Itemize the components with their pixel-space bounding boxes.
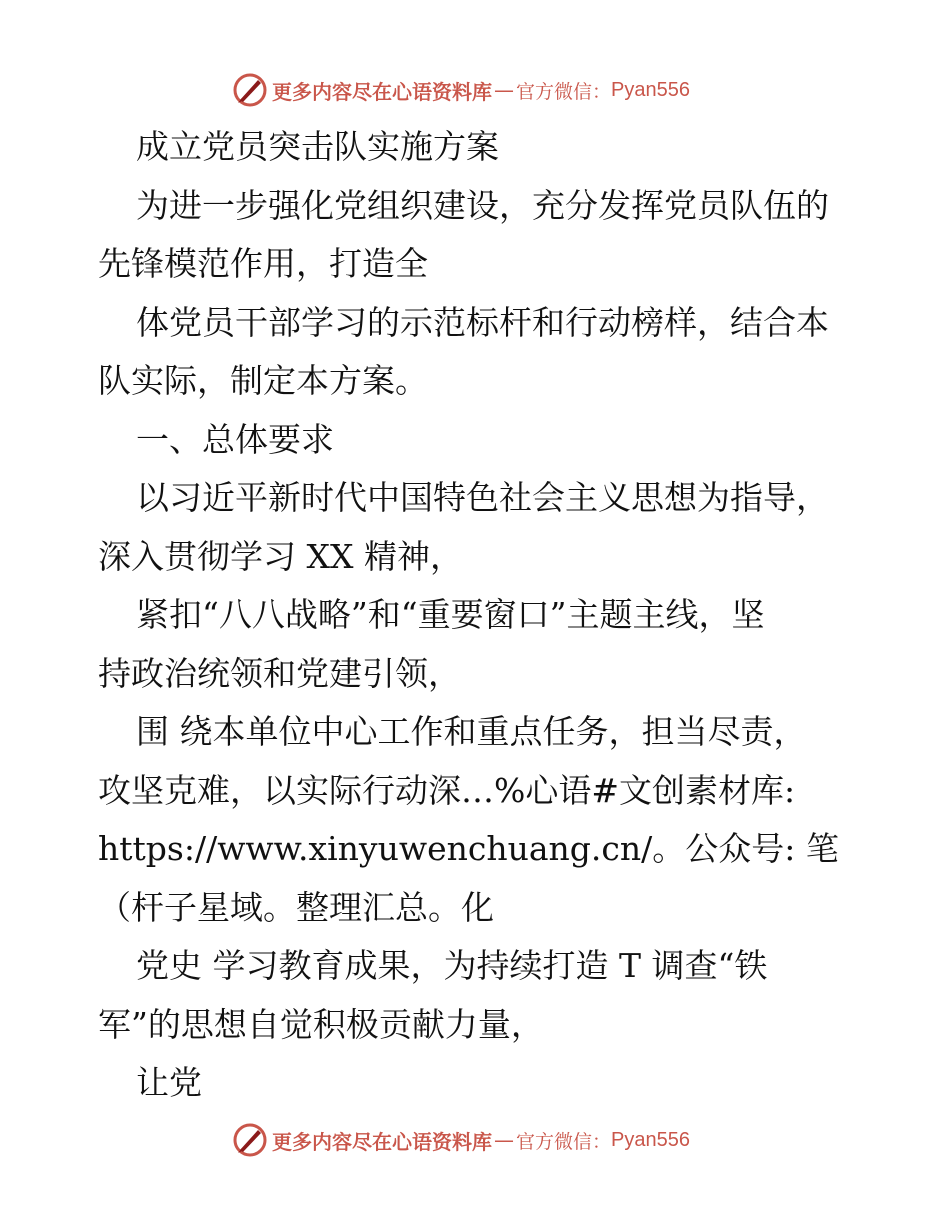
text-line: 让党 [136,1063,202,1102]
text-line: 攻坚克难，以实际行动深…%心语#文创素材库: [98,770,796,810]
text-line: 紧扣“八八战略”和“重要窗口”主题主线，坚 [136,595,765,634]
text-line: （杆子星域。整理汇总。化 [98,887,494,927]
text-line: 队实际，制定本方案。 [98,361,428,400]
quill-logo-icon [232,72,268,108]
brand-text: 更多内容尽在心语资料库 [272,1129,492,1154]
document-body [98,118,858,1113]
wechat-label: 官方微信： [516,1130,612,1153]
wechat-id: Pyan556 [611,78,690,101]
text-line: 一、总体要求 [136,419,334,459]
footer-banner [232,1120,732,1160]
text-line: 体党员干部学习的示范标杆和行动榜样，结合本 [136,302,829,342]
quill-logo-icon [232,1122,268,1158]
text-line: 以习近平新时代中国特色社会主义思想为指导， [136,478,829,517]
text-line: https://www.xinyuwenchuang.cn/。公众号: 笔 [98,829,839,868]
text-line: 成立党员突击队实施方案 [136,127,499,166]
wechat-label: 官方微信： [516,80,612,103]
text-line: 为进一步强化党组织建设，充分发挥党员队伍的 [136,185,829,225]
text-line: 军”的思想自觉积极贡献力量， [98,1004,544,1044]
text-line: 党史 学习教育成果，为持续打造 T 调查“铁 [136,946,768,985]
header-banner [232,70,732,110]
text-line: 先锋模范作用，打造全 [98,244,428,283]
wechat-id: Pyan556 [611,1128,690,1151]
text-line: 围 绕本单位中心工作和重点任务，担当尽责， [136,712,807,751]
text-line: 持政治统领和党建引领， [98,653,461,693]
text-line: 深入贯彻学习 XX 精神， [98,536,463,576]
brand-dash: — [494,78,514,102]
brand-dash: — [494,1128,514,1152]
brand-text: 更多内容尽在心语资料库 [272,79,492,104]
